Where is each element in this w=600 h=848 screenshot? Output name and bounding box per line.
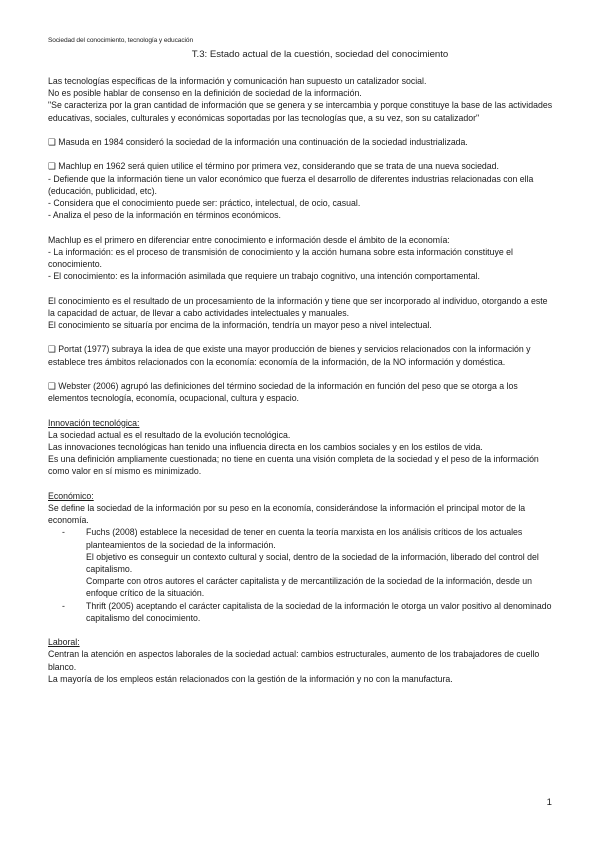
webster-paragraph: ❑ Webster (2006) agrupó las definiciones del término sociedad de la información en función del peso que se otorga a los elementos tecnología, economía, ocupacional, cultura y espacio. (48, 380, 518, 404)
diferencia-point: - El conocimiento: es la información asimilada que requiere un trabajo cognitivo, una intención comportamental. (48, 271, 480, 282)
machlup-point: - Analiza el peso de la información en términos económicos. (48, 210, 281, 221)
bullet-paragraph: Fuchs (2008) establece la necesidad de tener en cuenta la teoría marxista en los análisis críticos de los actuales planteamientos de la sociedad de la información. (86, 527, 523, 550)
intro-line: Las tecnologías específicas de la información y comunicación han supuesto un catalizador social. (48, 76, 427, 86)
bullet-dash: - (62, 527, 65, 538)
document-body (48, 75, 553, 685)
bullet-item (48, 600, 553, 624)
bullet-paragraph: El objetivo es conseguir un contexto cultural y social, dentro de la sociedad de la información, liberado del control del capitalismo. (86, 551, 539, 574)
running-header: Sociedad del conocimiento, tecnología y educación (48, 37, 194, 44)
diferencia-paragraph: Machlup es el primero en diferenciar entre conocimiento e información desde el ámbito de la economía: (48, 234, 450, 245)
bullet-paragraph: Thrift (2005) aceptando el carácter capitalista de la sociedad de la información le otorga un valor positivo al denominado capitalismo del conocimiento. (86, 600, 552, 623)
economico-intro: Se define la sociedad de la información por su peso en la economía, considerándose la información el principal motor de la economía. (48, 502, 526, 526)
conocimiento-paragraph: El conocimiento se situaría por encima de la información, tendría un mayor peso a nivel intelectual. (48, 320, 432, 330)
page-number: 1 (546, 797, 552, 808)
laboral-heading: Laboral: (48, 637, 80, 648)
machlup-point: - Defiende que la información tiene un valor económico que fuerza el desarrollo de diferentes industrias relacionadas con ella (educación, publicidad, etc). (48, 173, 534, 196)
bullet-dash: - (62, 600, 65, 611)
innovacion-line: La sociedad actual es el resultado de la evolución tecnológica. (48, 429, 291, 440)
conocimiento-paragraph: El conocimiento es el resultado de un procesamiento de la información y tiene que ser incorporado al individuo, otorgando a este la capacidad de actuar, de llevar a cabo actividades intelectuales y manuales. (48, 295, 548, 318)
intro-line: No es posible hablar de consenso en la definición de sociedad de la información. (48, 88, 362, 99)
bullet-paragraph: Comparte con otros autores el carácter capitalista y de mercantilización de la sociedad de la información, desde un enfoque crítico de la situación. (86, 576, 533, 599)
innovacion-line: Las innovaciones tecnológicas han tenido una influencia directa en los cambios sociales y en los estilos de vida. (48, 441, 483, 452)
economico-heading: Económico: (48, 490, 94, 501)
masuda-paragraph: ❑ Masuda en 1984 consideró la sociedad de la información una continuación de la sociedad industrializada. (48, 137, 468, 147)
machlup-paragraph: ❑ Machlup en 1962 será quien utilice el término por primera vez, considerando que se trata de una nueva sociedad. (48, 161, 499, 172)
innovacion-line: Es una definición ampliamente cuestionada; no tiene en cuenta una visión completa de la sociedad y el peso de la información como valor en sí mismo es minimizado. (48, 454, 539, 477)
bullet-item (48, 526, 553, 599)
machlup-point: - Considera que el conocimiento puede ser: práctico, intelectual, de ocio, casual. (48, 198, 361, 208)
intro-quote: "Se caracteriza por la gran cantidad de información que se genera y se intercambia y porque constituye la base de las actividades educativas, sociales, culturales y económicas soportadas por las tecnologías que, a su vez, son su catalizador" (48, 100, 553, 123)
innovacion-heading: Innovación tecnológica: (48, 417, 140, 428)
porat-paragraph: ❑ Portat (1977) subraya la idea de que existe una mayor producción de bienes y servicios relacionados con la información y establece tres ámbitos relacionados con la economía: economía de la información, de la NO información y doméstica. (48, 344, 531, 367)
page-title: T.3: Estado actual de la cuestión, sociedad del conocimiento (191, 49, 449, 60)
diferencia-point: - La información: es el proceso de transmisión de conocimiento y la acción humana sobre esta información constituye el conocimiento. (48, 246, 513, 269)
laboral-line: Centran la atención en aspectos laborales de la sociedad actual: cambios estructurales, aumento de los trabajadores de cuello blanco. (48, 649, 540, 672)
laboral-line: La mayoría de los empleos están relacionados con la gestión de la información y no con la manufactura. (48, 673, 453, 684)
